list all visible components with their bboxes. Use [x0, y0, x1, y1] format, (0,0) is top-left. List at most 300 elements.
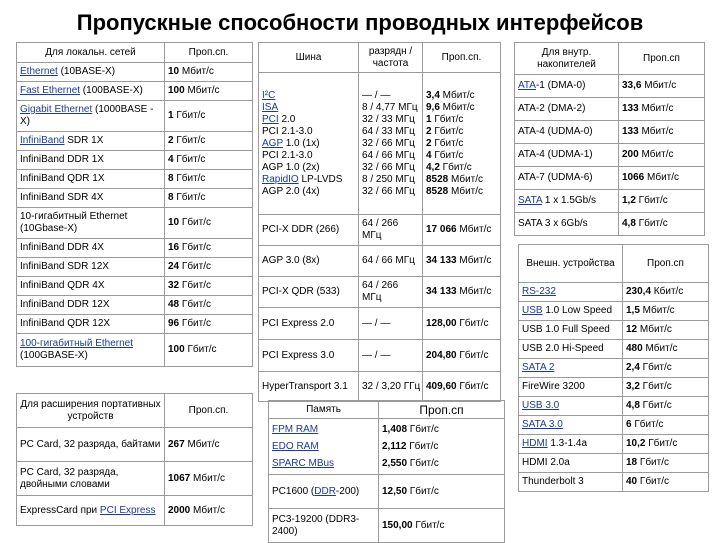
value-cell — [165, 208, 253, 239]
table-row — [519, 397, 709, 416]
bus-speed — [426, 102, 497, 114]
value-cell — [619, 98, 705, 121]
link[interactable]: USB 3.0 — [522, 400, 560, 411]
memory-name — [272, 438, 375, 455]
table-row — [269, 475, 505, 509]
name-cell — [515, 75, 619, 98]
bus-freq: — / — — [362, 89, 391, 101]
column-header: Проп.сп. — [165, 43, 253, 63]
value-number: 34 133 — [426, 255, 457, 266]
table-row — [515, 121, 705, 144]
table-row — [259, 372, 501, 402]
value-unit: Мбит/с — [184, 438, 220, 450]
table-row — [17, 63, 253, 82]
name-cell — [515, 190, 619, 213]
value-cell — [623, 454, 709, 473]
link[interactable]: SATA — [518, 195, 543, 206]
link[interactable]: ISA — [262, 101, 279, 113]
label-text: 1 x 1.5Gb/s — [542, 195, 597, 206]
table-row — [17, 277, 253, 296]
value-number: 100 — [168, 85, 185, 96]
link[interactable]: PCI Express — [99, 504, 156, 516]
value-number: 3,2 — [626, 381, 640, 392]
value-cell — [623, 283, 709, 302]
column-header: Шина — [259, 43, 359, 73]
value-number: 10 — [168, 217, 180, 228]
column-header: Внешн. устройства — [519, 245, 623, 283]
label-text: InfiniBand DDR 1X — [20, 154, 104, 165]
value-unit: Мбит/с — [638, 126, 674, 137]
name-cell — [17, 151, 165, 170]
label-text: LP-LVDS — [298, 173, 343, 185]
value-unit: Гбит/с — [179, 318, 211, 329]
name-cell — [17, 189, 165, 208]
memory-speed — [382, 455, 501, 472]
value-unit: Гбит/с — [412, 519, 445, 531]
link[interactable]: PCI — [262, 113, 279, 125]
bus-name — [262, 174, 355, 186]
value-unit: Гбит/с — [631, 419, 664, 430]
value-unit: Гбит/с — [639, 400, 672, 411]
table-row — [259, 73, 501, 215]
column-header: Проп.сп. — [165, 394, 253, 428]
value-cell — [423, 340, 501, 372]
value-unit: Мбит/с — [184, 85, 220, 96]
value-number: 2 — [426, 125, 432, 137]
label-text: InfiniBand DDR 4X — [20, 242, 104, 253]
link[interactable]: USB — [522, 305, 543, 316]
name-cell — [515, 121, 619, 144]
label-text: PCI 2.1-3.0 — [262, 149, 313, 161]
value-cell — [623, 435, 709, 454]
link[interactable]: 100-гигабитный Ethernet — [20, 338, 134, 349]
value-number: 8 — [168, 192, 174, 203]
label-text: -1 (DMA-0) — [535, 80, 586, 91]
value-unit: Гбит/с — [179, 280, 211, 291]
table-row — [519, 321, 709, 340]
label-text: InfiniBand QDR 12X — [20, 318, 111, 329]
value-number: 8 — [168, 173, 174, 184]
value-unit: Гбит/с — [173, 173, 206, 184]
value-unit: Мбит/с — [448, 185, 484, 197]
value-unit: Гбит/с — [173, 110, 206, 121]
value-number: 16 — [168, 242, 180, 253]
link[interactable]: ATA — [518, 80, 536, 91]
label-text: InfiniBand SDR 12X — [20, 261, 109, 272]
value-cell — [379, 475, 505, 509]
value-unit: Гбит/с — [431, 113, 464, 125]
bus-speed — [426, 138, 497, 150]
value-cell — [623, 340, 709, 359]
label-text: 10-гигабитный Ethernet (10Gbase-X) — [20, 211, 128, 234]
name-cell — [17, 208, 165, 239]
value-unit: Гбит/с — [406, 441, 439, 452]
bus-name: PCI Express 2.0 — [259, 308, 359, 340]
value-number: 12,50 — [382, 485, 408, 497]
label-text: SATA 3 x 6Gb/s — [518, 218, 588, 229]
bus-freq: 64 / 33 МГц — [362, 125, 415, 137]
table-row — [17, 101, 253, 132]
name-cell — [515, 213, 619, 236]
value-cell — [165, 428, 253, 462]
value-unit: Мбит/с — [637, 324, 672, 335]
value-unit: Мбит/с — [644, 172, 680, 183]
bus-name: HyperTransport 3.1 — [259, 372, 359, 402]
value-number: 8528 — [426, 173, 449, 185]
value-unit: Гбит/с — [179, 242, 211, 253]
table-row — [17, 82, 253, 101]
link[interactable]: Ethernet — [20, 66, 58, 77]
label-text: USB 2.0 Hi-Speed — [522, 343, 604, 354]
value-unit: Гбит/с — [635, 195, 668, 206]
bus-freq: 64 / 66 МГц — [362, 149, 415, 161]
table-row — [17, 170, 253, 189]
name-cell — [519, 435, 623, 454]
memory-name — [272, 455, 375, 472]
value-cell — [165, 296, 253, 315]
value-number: 133 — [622, 103, 639, 114]
label-text: -200) — [335, 485, 360, 497]
value-number: 2000 — [168, 504, 191, 516]
bus-name — [262, 90, 355, 102]
value-cell — [165, 239, 253, 258]
internal-storage-table — [514, 42, 705, 236]
label-text: SDR 1X — [64, 135, 104, 146]
value-unit: Мбит/с — [190, 504, 226, 516]
bus-freq: 8 / 4,77 МГц — [362, 101, 418, 113]
label-text: PC Card, 32 разряда, байтами — [20, 438, 161, 450]
value-number: 33,6 — [622, 80, 642, 91]
link[interactable]: AGP — [262, 137, 283, 149]
link[interactable]: FPM RAM — [272, 424, 319, 435]
value-cell — [165, 258, 253, 277]
value-number: 1067 — [168, 472, 191, 484]
value-unit: Гбит/с — [439, 161, 472, 173]
value-number: 409,60 — [426, 380, 457, 392]
bus-freq: 64 / 266 МГц — [359, 277, 423, 308]
value-number: 2,112 — [382, 441, 407, 452]
value-cell — [623, 397, 709, 416]
label-text: InfiniBand QDR 1X — [20, 173, 105, 184]
value-unit: Гбит/с — [637, 476, 669, 487]
label-text: HDMI 2.0a — [522, 457, 570, 468]
link[interactable]: DDR — [314, 485, 336, 497]
name-cell — [519, 416, 623, 435]
column-header: Проп.сп — [623, 245, 709, 283]
name-cell — [17, 132, 165, 151]
label-text: InfiniBand DDR 12X — [20, 299, 110, 310]
name-cell — [17, 334, 165, 367]
value-number: 32 — [168, 280, 180, 291]
bus-name — [262, 150, 355, 162]
value-cell — [423, 246, 501, 277]
label-text: 1.0 Low Speed — [542, 305, 613, 316]
value-unit: Гбит/с — [456, 317, 489, 329]
value-number: 9,6 — [426, 101, 440, 113]
label-text: (10BASE-X) — [57, 66, 116, 77]
name-cell — [519, 397, 623, 416]
value-number: 1,5 — [626, 305, 640, 316]
value-cell — [619, 75, 705, 98]
bus-freq: — / — — [359, 308, 423, 340]
value-cell — [165, 170, 253, 189]
name-cell — [519, 454, 623, 473]
link[interactable]: EDO RAM — [272, 441, 319, 452]
portable-devices-table — [16, 393, 253, 526]
table-row — [17, 208, 253, 239]
value-number: 2,4 — [626, 362, 640, 373]
bus-freq: — / — — [359, 340, 423, 372]
value-unit: Мбит/с — [639, 305, 675, 316]
bus-name: PCI-X DDR (266) — [259, 215, 359, 246]
value-unit: Мбит/с — [448, 173, 484, 185]
value-number: 204,80 — [426, 349, 457, 361]
label-text: (100BASE-X) — [80, 85, 143, 96]
value-number: 8528 — [426, 185, 449, 197]
link[interactable]: SATA 3.0 — [522, 419, 563, 430]
value-unit: Гбит/с — [431, 137, 464, 149]
value-cell — [165, 189, 253, 208]
value-number: 4 — [426, 149, 432, 161]
table-row — [17, 189, 253, 208]
memory-speed — [382, 438, 501, 455]
bus-freq: 32 / 3,20 ГГц — [359, 372, 423, 402]
value-number: 2 — [426, 137, 432, 149]
value-number: 4 — [168, 154, 174, 165]
value-unit: Мбит/с — [179, 66, 214, 77]
label-text: (100GBASE-X) — [20, 350, 88, 361]
value-cell — [165, 63, 253, 82]
value-unit: Мбит/с — [638, 103, 674, 114]
value-number: 133 — [622, 126, 639, 137]
label-text: ATA-2 (DMA-2) — [518, 103, 586, 114]
name-cell — [17, 239, 165, 258]
value-cell — [165, 151, 253, 170]
memory-name: PC3-19200 (DDR3-2400) — [269, 509, 379, 543]
table-row — [17, 258, 253, 277]
value-number: 4,8 — [626, 400, 640, 411]
name-cell — [519, 302, 623, 321]
column-header: разрядн / частота — [359, 43, 423, 73]
link[interactable]: RapidIO — [262, 173, 299, 185]
value-unit: Гбит/с — [456, 349, 489, 361]
table-row — [519, 302, 709, 321]
link[interactable]: SATA 2 — [522, 362, 555, 373]
bus-freq: 64 / 266 МГц — [359, 215, 423, 246]
table-row — [515, 144, 705, 167]
label-text: FireWire 3200 — [522, 381, 585, 392]
column-header: Для расширения портативных устройств — [17, 394, 165, 428]
value-cell — [623, 321, 709, 340]
link[interactable]: HDMI — [522, 438, 548, 449]
table-row — [515, 167, 705, 190]
value-cell — [423, 215, 501, 246]
link[interactable]: Fast Ethernet — [20, 85, 81, 96]
link[interactable]: Gigabit Ethernet — [20, 104, 93, 115]
label-text: USB 1.0 Full Speed — [522, 324, 610, 335]
memory-table — [268, 400, 505, 543]
name-cell — [17, 63, 165, 82]
value-unit: Мбит/с — [456, 255, 492, 266]
table-row — [17, 334, 253, 367]
bus-freq: 32 / 66 МГц — [362, 185, 415, 197]
column-header: Проп.сп — [619, 43, 705, 75]
column-header: Память — [269, 401, 379, 419]
value-unit: Гбит/с — [637, 457, 669, 468]
table-row — [17, 315, 253, 334]
table-row — [515, 98, 705, 121]
table-row — [17, 132, 253, 151]
value-unit: Гбит/с — [456, 380, 489, 392]
table-row — [519, 454, 709, 473]
bus-name-cell — [259, 73, 359, 215]
bus-speed — [426, 90, 497, 102]
value-unit: Мбит/с — [642, 343, 678, 354]
value-cell — [165, 101, 253, 132]
name-cell — [519, 321, 623, 340]
table-row — [515, 190, 705, 213]
value-cell — [619, 213, 705, 236]
page-title: Пропускные способности проводных интерфейсов — [76, 10, 644, 35]
value-unit: Гбит/с — [635, 218, 668, 229]
value-unit: Гбит/с — [184, 344, 217, 355]
table-row — [17, 151, 253, 170]
value-unit: Гбит/с — [407, 424, 439, 435]
name-cell — [17, 496, 165, 526]
value-unit: Гбит/с — [639, 381, 672, 392]
table-row — [17, 462, 253, 496]
value-cell — [165, 334, 253, 367]
name-cell — [17, 101, 165, 132]
value-number: 10,2 — [626, 438, 646, 449]
value-cell — [619, 144, 705, 167]
name-cell — [17, 462, 165, 496]
table-row — [519, 435, 709, 454]
value-number: 10 — [168, 66, 180, 77]
value-number: 150,00 — [382, 519, 413, 531]
label-text: 1.3-1.4a — [547, 438, 588, 449]
value-cell — [165, 132, 253, 151]
name-cell — [17, 258, 165, 277]
value-number: 6 — [626, 419, 632, 430]
value-unit: Гбит/с — [179, 299, 211, 310]
bus-speed-cell — [423, 73, 501, 215]
value-number: 4,8 — [622, 218, 636, 229]
bus-freq: 32 / 66 МГц — [362, 161, 415, 173]
value-cell — [379, 509, 505, 543]
name-cell — [17, 277, 165, 296]
label-text: ExpressCard при — [20, 504, 100, 516]
value-unit: Гбит/с — [173, 154, 206, 165]
value-cell — [165, 496, 253, 526]
value-number: 24 — [168, 261, 180, 272]
name-cell — [17, 296, 165, 315]
name-cell — [519, 378, 623, 397]
value-number: 96 — [168, 318, 180, 329]
name-cell — [17, 315, 165, 334]
value-unit: Гбит/с — [639, 362, 672, 373]
name-cell — [519, 283, 623, 302]
value-unit: Мбит/с — [439, 89, 475, 101]
label-text: ATA-4 (UDMA-1) — [518, 149, 593, 160]
bus-speed — [426, 114, 497, 126]
table-row — [269, 509, 505, 543]
value-unit: Мбит/с — [439, 101, 475, 113]
table-row — [515, 213, 705, 236]
value-cell — [165, 462, 253, 496]
value-number: 48 — [168, 299, 180, 310]
external-devices-table — [518, 244, 709, 492]
table-row — [269, 419, 505, 475]
bus-speed — [426, 174, 497, 186]
label-text: InfiniBand QDR 4X — [20, 280, 105, 291]
label-text: PC Card, 32 разряда, двойными словами — [20, 466, 119, 490]
value-unit: Гбит/с — [431, 125, 464, 137]
value-number: 40 — [626, 476, 638, 487]
table-row — [17, 496, 253, 526]
bus-freq: 64 / 66 МГц — [359, 246, 423, 277]
value-cell — [165, 277, 253, 296]
value-number: 18 — [626, 457, 638, 468]
name-cell — [17, 170, 165, 189]
value-cell — [423, 308, 501, 340]
value-cell — [619, 121, 705, 144]
bus-speed — [426, 186, 497, 198]
value-number: 12 — [626, 324, 638, 335]
value-number: 17 066 — [426, 224, 457, 235]
value-cell — [623, 473, 709, 492]
bus-table — [258, 42, 501, 402]
value-number: 100 — [168, 344, 185, 355]
label-text: 2.0 — [278, 113, 296, 125]
link[interactable]: InfiniBand — [20, 135, 65, 146]
bus-freq: 8 / 250 МГц — [362, 173, 415, 185]
table-row — [519, 416, 709, 435]
bus-name: PCI Express 3.0 — [259, 340, 359, 372]
value-unit: Гбит/с — [173, 192, 206, 203]
bus-speed — [426, 126, 497, 138]
link[interactable]: I²C — [262, 89, 276, 101]
column-header: Для внутр. накопителей — [515, 43, 619, 75]
bus-name: AGP 3.0 (8x) — [259, 246, 359, 277]
link[interactable]: SPARC MBus — [272, 458, 335, 469]
value-number: 267 — [168, 438, 185, 450]
name-cell — [17, 82, 165, 101]
column-header: Для локальн. сетей — [17, 43, 165, 63]
value-unit: Мбит/с — [641, 80, 677, 91]
memory-name — [269, 475, 379, 509]
value-unit: Гбит/с — [407, 485, 439, 497]
table-row — [519, 359, 709, 378]
bus-name — [262, 126, 355, 138]
value-number: 230,4 — [626, 286, 652, 297]
memory-name — [272, 421, 375, 438]
table-row — [259, 215, 501, 246]
value-number: 2,550 — [382, 458, 408, 469]
value-number: 2 — [168, 135, 174, 146]
value-unit: Мбит/с — [638, 149, 674, 160]
value-unit: Гбит/с — [179, 261, 211, 272]
name-cell — [515, 144, 619, 167]
link[interactable]: RS-232 — [522, 286, 556, 297]
name-cell — [17, 428, 165, 462]
bus-name — [262, 162, 355, 174]
table-row — [17, 296, 253, 315]
column-header: Проп.сп — [379, 401, 505, 419]
value-number: 3,4 — [426, 89, 440, 101]
value-cell — [423, 277, 501, 308]
name-cell — [515, 167, 619, 190]
